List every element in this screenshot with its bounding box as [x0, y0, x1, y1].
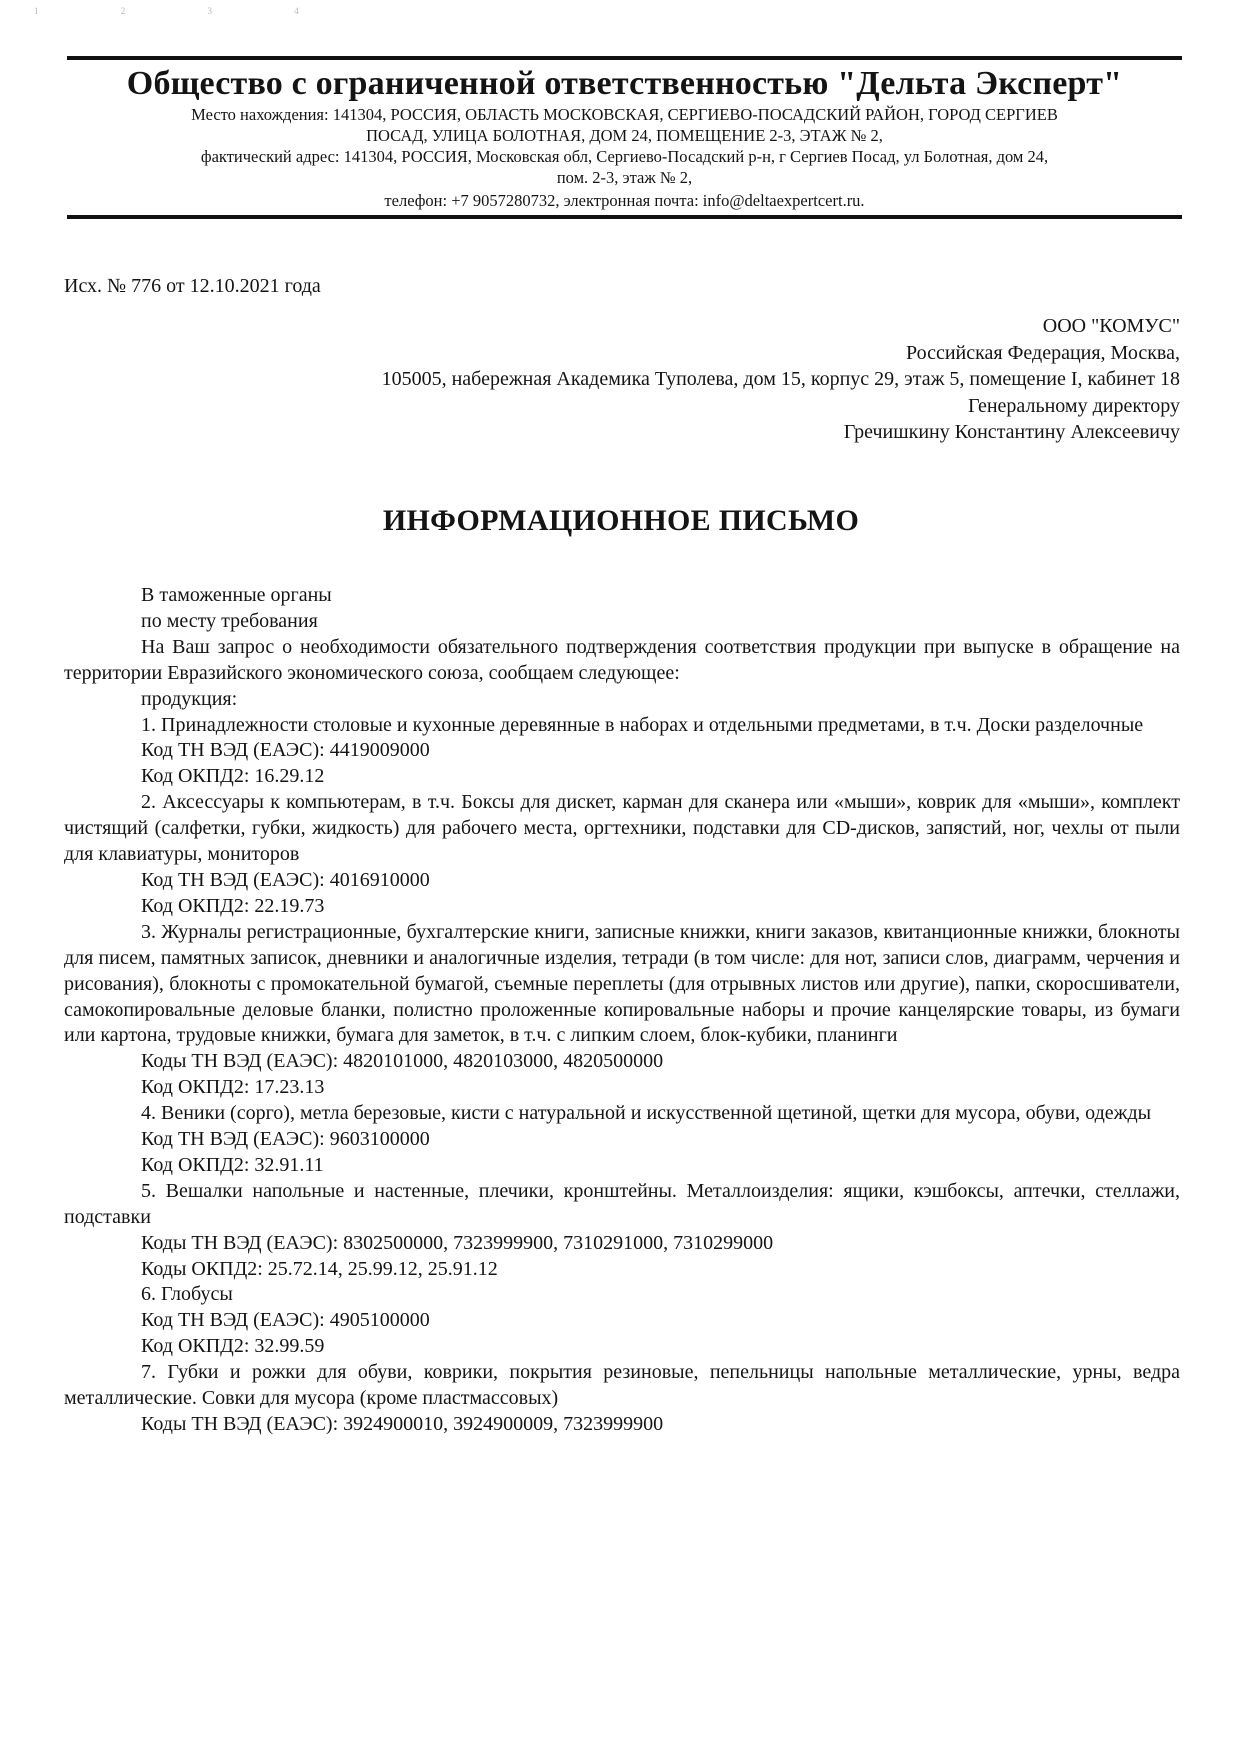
- document-title: ИНФОРМАЦИОННОЕ ПИСЬМО: [382, 504, 860, 537]
- product-description: 2. Аксессуары к компьютерам, в т.ч. Боксы для дискет, карман для сканера или «мыши», коврик для «мыши», комплект чистящий (салфетки, губки, жидкость) для рабочего места, оргтехники, подставки для CD-дисков, запястий, ног, чехлы от пыли для клавиатуры, мониторов: [64, 791, 1180, 866]
- product-description: 7. Губки и рожки для обуви, коврики, покрытия резиновые, пепельницы напольные металлические, урны, ведра металлические. Совки для мусора (кроме пластмассовых): [64, 1361, 1180, 1410]
- product-description: 4. Веники (сорго), метла березовые, кисти с натуральной и искусственной щетиной, щетки для мусора, обуви, одежды: [141, 1102, 1152, 1125]
- letterhead-bottom-rule: [67, 215, 1182, 219]
- tnved-code: Код ТН ВЭД (ЕАЭС): 4016910000: [141, 868, 430, 891]
- recipient-block: [382, 313, 1180, 446]
- okpd2-code: Коды ОКПД2: 25.72.14, 25.99.12, 25.91.12: [141, 1257, 498, 1280]
- recipient-position: Генеральному директору: [967, 394, 1180, 417]
- addressee-line-2: по месту требования: [141, 609, 318, 632]
- recipient-name: Гречишкину Константину Алексеевичу: [843, 421, 1180, 443]
- product-item-1: [64, 713, 1180, 791]
- recipient-country-city: Российская Федерация, Москва,: [905, 341, 1180, 364]
- tnved-code: Код ТН ВЭД (ЕАЭС): 9603100000: [141, 1128, 430, 1151]
- product-item-4: [64, 1101, 1180, 1179]
- recipient-company: ООО "КОМУС": [1042, 315, 1180, 337]
- letterhead: [67, 56, 1182, 219]
- letter-body: [64, 583, 1180, 1438]
- product-description: 3. Журналы регистрационные, бухгалтерские книги, записные книжки, книги заказов, квитанционные книжки, блокноты для писем, памятных записок, дневники и аналогичные изделия, тетради (в том числе: для нот, записи слов, диаграмм, черчения и рисования), блокноты с промокательной бумагой, съемные переплеты (для отрывных листов или другие), папки, скоросшиватели, самокопировальные деловые бланки, полистно проложенные копировальные наборы и прочие канцелярские товары, из бумаги или картона, трудовые книжки, бумага для заметок, в т.ч. с липким слоем, блок-кубики, планинги: [64, 920, 1180, 1047]
- product-description: 1. Принадлежности столовые и кухонные деревянные в наборах и отдельными предметами, в т.ч. Доски разделочные: [141, 713, 1144, 736]
- product-item-2: [64, 790, 1180, 920]
- okpd2-code: Код ОКПД2: 32.99.59: [141, 1335, 325, 1358]
- product-item-6: [64, 1282, 1180, 1360]
- legal-address-line-2: ПОСАД, УЛИЦА БОЛОТНАЯ, ДОМ 24, ПОМЕЩЕНИЕ 2-3, ЭТАЖ № 2,: [366, 126, 883, 145]
- tnved-code: Коды ТН ВЭД (ЕАЭС): 4820101000, 4820103000, 4820500000: [141, 1050, 664, 1073]
- product-description: 5. Вешалки напольные и настенные, плечики, кронштейны. Металлоизделия: ящики, кэшбоксы, аптечки, стеллажи, подставки: [64, 1179, 1180, 1228]
- contacts-line: телефон: +7 9057280732, электронная почта: info@deltaexpertcert.ru.: [384, 191, 865, 210]
- scan-marks: 1 2 3 4: [34, 6, 339, 16]
- okpd2-code: Код ОКПД2: 22.19.73: [141, 894, 325, 917]
- okpd2-code: Код ОКПД2: 17.23.13: [141, 1076, 325, 1099]
- addressee-line-1: В таможенные органы: [141, 584, 332, 606]
- okpd2-code: Код ОКПД2: 32.91.11: [141, 1153, 324, 1176]
- product-item-3: [64, 920, 1180, 1101]
- organization-name: Общество с ограниченной ответственностью "Дельта Эксперт": [126, 65, 1123, 102]
- okpd2-code: Код ОКПД2: 16.29.12: [141, 765, 325, 788]
- product-description: 6. Глобусы: [141, 1283, 233, 1306]
- letterhead-top-rule: [67, 56, 1182, 60]
- tnved-code: Коды ТН ВЭД (ЕАЭС): 3924900010, 3924900009, 7323999900: [141, 1413, 664, 1435]
- outgoing-reference: Исх. № 776 от 12.10.2021 года: [64, 275, 321, 297]
- actual-address-line-1: фактический адрес: 141304, РОССИЯ, Московская обл, Сергиево-Посадский р-н, г Сергиев Посад, ул Болотная, дом 24,: [200, 147, 1049, 166]
- products-label: продукция:: [141, 687, 238, 710]
- legal-address-line-1: Место нахождения: 141304, РОССИЯ, ОБЛАСТЬ МОСКОВСКАЯ, СЕРГИЕВО-ПОСАДСКИЙ РАЙОН, ГОРОД СЕРГИЕВ: [191, 105, 1058, 124]
- product-item-7: [64, 1360, 1180, 1438]
- tnved-code: Коды ТН ВЭД (ЕАЭС): 8302500000, 7323999900, 7310291000, 7310299000: [141, 1231, 774, 1254]
- tnved-code: Код ТН ВЭД (ЕАЭС): 4905100000: [141, 1309, 430, 1332]
- actual-address-line-2: пом. 2-3, этаж № 2,: [556, 168, 693, 187]
- recipient-address: 105005, набережная Академика Туполева, дом 15, корпус 29, этаж 5, помещение I, кабинет 18: [381, 368, 1180, 390]
- product-item-5: [64, 1179, 1180, 1283]
- intro-paragraph: На Ваш запрос о необходимости обязательного подтверждения соответствия продукции при выпуске в обращение на территории Евразийского экономического союза, сообщаем следующее:: [64, 635, 1180, 684]
- tnved-code: Код ТН ВЭД (ЕАЭС): 4419009000: [141, 739, 430, 762]
